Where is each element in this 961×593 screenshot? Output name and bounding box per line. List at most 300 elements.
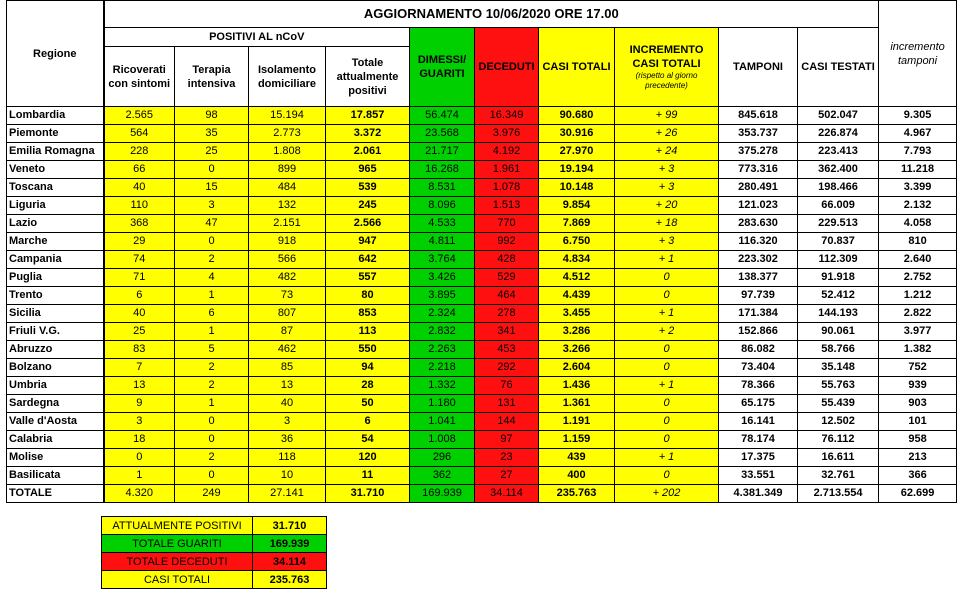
cell-ricoverati: 29 [104, 233, 175, 251]
cell-totale-positivi: 31.710 [326, 485, 410, 503]
cell-casi-totali: 4.834 [539, 251, 615, 269]
cell-casi-totali: 439 [539, 449, 615, 467]
cell-totale-positivi: 642 [326, 251, 410, 269]
table-row [7, 341, 957, 359]
cell-casi-totali: 4.439 [539, 287, 615, 305]
cell-isolamento: 2.773 [249, 125, 326, 143]
cell-deceduti: 428 [475, 251, 539, 269]
cell-tamponi: 353.737 [719, 125, 798, 143]
cell-terapia: 1 [175, 287, 249, 305]
cell-incremento: + 1 [615, 305, 719, 323]
cell-totale-positivi: 6 [326, 413, 410, 431]
cell-dimessi: 23.568 [410, 125, 475, 143]
cell-incremento: + 1 [615, 449, 719, 467]
cell-tamponi: 280.491 [719, 179, 798, 197]
cell-casi-testati: 362.400 [798, 161, 879, 179]
cell-isolamento: 899 [249, 161, 326, 179]
table-row [7, 197, 957, 215]
cell-isolamento: 73 [249, 287, 326, 305]
total-row [7, 485, 957, 503]
cell-dimessi: 3.764 [410, 251, 475, 269]
cell-terapia: 0 [175, 161, 249, 179]
cell-casi-totali: 10.148 [539, 179, 615, 197]
cell-incremento: 0 [615, 467, 719, 485]
cell-dimessi: 2.324 [410, 305, 475, 323]
header-ricoverati: Ricoverati con sintomi [104, 47, 175, 107]
cell-region: Lombardia [7, 107, 104, 125]
cell-region: Trento [7, 287, 104, 305]
cell-incremento-tamponi: 7.793 [879, 143, 957, 161]
cell-casi-totali: 3.286 [539, 323, 615, 341]
cell-tamponi: 73.404 [719, 359, 798, 377]
cell-region: Campania [7, 251, 104, 269]
cell-dimessi: 8.531 [410, 179, 475, 197]
cell-terapia: 0 [175, 233, 249, 251]
cell-totale-positivi: 17.857 [326, 107, 410, 125]
cell-ricoverati: 6 [104, 287, 175, 305]
cell-incremento: 0 [615, 359, 719, 377]
table-row [7, 449, 957, 467]
cell-deceduti: 27 [475, 467, 539, 485]
cell-totale-positivi: 113 [326, 323, 410, 341]
cell-tamponi: 152.866 [719, 323, 798, 341]
cell-casi-testati: 198.466 [798, 179, 879, 197]
cell-totale-positivi: 94 [326, 359, 410, 377]
cell-casi-testati: 55.439 [798, 395, 879, 413]
cell-isolamento: 13 [249, 377, 326, 395]
cell-incremento: + 26 [615, 125, 719, 143]
cell-ricoverati: 110 [104, 197, 175, 215]
cell-region: Basilicata [7, 467, 104, 485]
cell-incremento: 0 [615, 287, 719, 305]
cell-incremento-tamponi: 3.399 [879, 179, 957, 197]
header-incremento-label: INCREMENTO CASI TOTALI [629, 44, 704, 70]
cell-casi-testati: 76.112 [798, 431, 879, 449]
cell-tamponi: 375.278 [719, 143, 798, 161]
cell-terapia: 15 [175, 179, 249, 197]
cell-totale-positivi: 853 [326, 305, 410, 323]
cell-tamponi: 16.141 [719, 413, 798, 431]
cell-dimessi: 2.218 [410, 359, 475, 377]
cell-ricoverati: 7 [104, 359, 175, 377]
cell-casi-totali: 1.436 [539, 377, 615, 395]
header-terapia: Terapia intensiva [175, 47, 249, 107]
table-row [7, 251, 957, 269]
cell-terapia: 0 [175, 431, 249, 449]
table-row [7, 107, 957, 125]
cell-dimessi: 16.268 [410, 161, 475, 179]
cell-incremento-tamponi: 1.382 [879, 341, 957, 359]
cell-casi-totali: 90.680 [539, 107, 615, 125]
cell-incremento-tamponi: 4.058 [879, 215, 957, 233]
cell-terapia: 6 [175, 305, 249, 323]
cell-incremento: 0 [615, 395, 719, 413]
cell-casi-testati: 226.874 [798, 125, 879, 143]
cell-casi-totali: 4.512 [539, 269, 615, 287]
cell-terapia: 249 [175, 485, 249, 503]
cell-isolamento: 484 [249, 179, 326, 197]
cell-incremento: + 1 [615, 251, 719, 269]
cell-ricoverati: 25 [104, 323, 175, 341]
cell-totale-positivi: 80 [326, 287, 410, 305]
cell-ricoverati: 4.320 [104, 485, 175, 503]
cell-incremento-tamponi: 62.699 [879, 485, 957, 503]
cell-tamponi: 17.375 [719, 449, 798, 467]
cell-totale-positivi: 2.061 [326, 143, 410, 161]
cell-isolamento: 1.808 [249, 143, 326, 161]
cell-casi-testati: 2.713.554 [798, 485, 879, 503]
cell-region: Sardegna [7, 395, 104, 413]
cell-terapia: 2 [175, 449, 249, 467]
header-deceduti: DECEDUTI [475, 28, 539, 107]
cell-deceduti: 4.192 [475, 143, 539, 161]
cell-isolamento: 10 [249, 467, 326, 485]
cell-region: Friuli V.G. [7, 323, 104, 341]
header-incremento-tamponi: incremento tamponi [879, 1, 957, 107]
table-row [7, 377, 957, 395]
summary-row [102, 517, 327, 535]
cell-casi-testati: 16.611 [798, 449, 879, 467]
cell-tamponi: 283.630 [719, 215, 798, 233]
summary-value: 169.939 [253, 535, 327, 553]
cell-deceduti: 464 [475, 287, 539, 305]
cell-incremento-tamponi: 903 [879, 395, 957, 413]
cell-dimessi: 3.426 [410, 269, 475, 287]
cell-casi-totali: 1.191 [539, 413, 615, 431]
cell-incremento: + 2 [615, 323, 719, 341]
cell-deceduti: 3.976 [475, 125, 539, 143]
cell-incremento-tamponi: 11.218 [879, 161, 957, 179]
cell-tamponi: 78.174 [719, 431, 798, 449]
cell-incremento: + 3 [615, 233, 719, 251]
cell-incremento-tamponi: 2.752 [879, 269, 957, 287]
table-row [7, 431, 957, 449]
cell-deceduti: 131 [475, 395, 539, 413]
summary-value: 31.710 [253, 517, 327, 535]
cell-terapia: 5 [175, 341, 249, 359]
cell-incremento: 0 [615, 431, 719, 449]
cell-casi-testati: 58.766 [798, 341, 879, 359]
cell-region: Umbria [7, 377, 104, 395]
cell-totale-positivi: 50 [326, 395, 410, 413]
cell-terapia: 4 [175, 269, 249, 287]
cell-casi-testati: 223.413 [798, 143, 879, 161]
cell-totale-positivi: 947 [326, 233, 410, 251]
cell-incremento-tamponi: 4.967 [879, 125, 957, 143]
cell-terapia: 1 [175, 395, 249, 413]
cell-isolamento: 118 [249, 449, 326, 467]
cell-terapia: 0 [175, 413, 249, 431]
header-incremento-sub: (rispetto al giorno precedente) [635, 71, 698, 90]
cell-ricoverati: 368 [104, 215, 175, 233]
cell-isolamento: 15.194 [249, 107, 326, 125]
cell-region: Toscana [7, 179, 104, 197]
cell-tamponi: 86.082 [719, 341, 798, 359]
cell-incremento: 0 [615, 341, 719, 359]
cell-casi-totali: 9.854 [539, 197, 615, 215]
cell-casi-totali: 6.750 [539, 233, 615, 251]
cell-casi-testati: 66.009 [798, 197, 879, 215]
cell-terapia: 3 [175, 197, 249, 215]
header-dimessi: DIMESSI/ GUARITI [410, 28, 475, 107]
cell-deceduti: 341 [475, 323, 539, 341]
cell-region: Marche [7, 233, 104, 251]
summary-row [102, 553, 327, 571]
cell-terapia: 47 [175, 215, 249, 233]
cell-region: Puglia [7, 269, 104, 287]
cell-ricoverati: 2.565 [104, 107, 175, 125]
table-row [7, 143, 957, 161]
cell-isolamento: 40 [249, 395, 326, 413]
summary-label: TOTALE DECEDUTI [102, 553, 253, 571]
cell-dimessi: 1.041 [410, 413, 475, 431]
cell-region: Emilia Romagna [7, 143, 104, 161]
summary-row [102, 535, 327, 553]
cell-deceduti: 23 [475, 449, 539, 467]
cell-ricoverati: 228 [104, 143, 175, 161]
cell-isolamento: 36 [249, 431, 326, 449]
cell-deceduti: 97 [475, 431, 539, 449]
cell-ricoverati: 0 [104, 449, 175, 467]
cell-incremento-tamponi: 2.640 [879, 251, 957, 269]
cell-terapia: 98 [175, 107, 249, 125]
cell-dimessi: 1.008 [410, 431, 475, 449]
cell-dimessi: 362 [410, 467, 475, 485]
cell-deceduti: 529 [475, 269, 539, 287]
cell-region: Veneto [7, 161, 104, 179]
cell-casi-testati: 52.412 [798, 287, 879, 305]
header-isolamento: Isolamento domiciliare [249, 47, 326, 107]
cell-incremento: + 3 [615, 179, 719, 197]
cell-terapia: 2 [175, 251, 249, 269]
summary-row [102, 571, 327, 589]
cell-isolamento: 87 [249, 323, 326, 341]
cell-region: Liguria [7, 197, 104, 215]
cell-incremento: + 24 [615, 143, 719, 161]
cell-incremento-tamponi: 958 [879, 431, 957, 449]
cell-tamponi: 171.384 [719, 305, 798, 323]
header-tamponi: TAMPONI [719, 28, 798, 107]
cell-casi-testati: 35.148 [798, 359, 879, 377]
cell-casi-totali: 30.916 [539, 125, 615, 143]
header-incremento [615, 28, 719, 107]
cell-incremento-tamponi: 213 [879, 449, 957, 467]
cell-ricoverati: 71 [104, 269, 175, 287]
table-row [7, 359, 957, 377]
cell-incremento-tamponi: 9.305 [879, 107, 957, 125]
cell-incremento-tamponi: 752 [879, 359, 957, 377]
cell-incremento-tamponi: 101 [879, 413, 957, 431]
cell-region: Valle d'Aosta [7, 413, 104, 431]
cell-casi-totali: 235.763 [539, 485, 615, 503]
cell-casi-testati: 112.309 [798, 251, 879, 269]
cell-incremento: + 3 [615, 161, 719, 179]
cell-region: Lazio [7, 215, 104, 233]
cell-deceduti: 992 [475, 233, 539, 251]
cell-tamponi: 138.377 [719, 269, 798, 287]
cell-tamponi: 845.618 [719, 107, 798, 125]
cell-casi-testati: 32.761 [798, 467, 879, 485]
cell-region: Piemonte [7, 125, 104, 143]
table-row [7, 125, 957, 143]
cell-dimessi: 4.533 [410, 215, 475, 233]
table-row [7, 215, 957, 233]
cell-casi-totali: 3.266 [539, 341, 615, 359]
cell-deceduti: 770 [475, 215, 539, 233]
table-row [7, 305, 957, 323]
cell-terapia: 35 [175, 125, 249, 143]
page-title: AGGIORNAMENTO 10/06/2020 ORE 17.00 [104, 1, 879, 28]
cell-totale-positivi: 120 [326, 449, 410, 467]
cell-tamponi: 33.551 [719, 467, 798, 485]
cell-isolamento: 462 [249, 341, 326, 359]
cell-deceduti: 1.961 [475, 161, 539, 179]
cell-isolamento: 27.141 [249, 485, 326, 503]
cell-ricoverati: 13 [104, 377, 175, 395]
cell-isolamento: 132 [249, 197, 326, 215]
summary-label: ATTUALMENTE POSITIVI [102, 517, 253, 535]
cell-ricoverati: 1 [104, 467, 175, 485]
cell-tamponi: 773.316 [719, 161, 798, 179]
cell-dimessi: 4.811 [410, 233, 475, 251]
cell-dimessi: 169.939 [410, 485, 475, 503]
cell-isolamento: 807 [249, 305, 326, 323]
cell-tamponi: 78.366 [719, 377, 798, 395]
cell-ricoverati: 74 [104, 251, 175, 269]
cell-isolamento: 2.151 [249, 215, 326, 233]
table-row [7, 287, 957, 305]
cell-isolamento: 918 [249, 233, 326, 251]
cell-casi-testati: 502.047 [798, 107, 879, 125]
summary-label: TOTALE GUARITI [102, 535, 253, 553]
cell-incremento: 0 [615, 413, 719, 431]
cell-isolamento: 85 [249, 359, 326, 377]
cell-incremento: 0 [615, 269, 719, 287]
cell-incremento: + 20 [615, 197, 719, 215]
cell-incremento-tamponi: 2.132 [879, 197, 957, 215]
cell-dimessi: 3.895 [410, 287, 475, 305]
cell-ricoverati: 3 [104, 413, 175, 431]
cell-totale-positivi: 245 [326, 197, 410, 215]
cell-totale-positivi: 550 [326, 341, 410, 359]
cell-casi-totali: 7.869 [539, 215, 615, 233]
cell-incremento: + 99 [615, 107, 719, 125]
cell-tamponi: 116.320 [719, 233, 798, 251]
cell-casi-testati: 70.837 [798, 233, 879, 251]
table-row [7, 179, 957, 197]
summary-table [101, 516, 327, 589]
cell-deceduti: 16.349 [475, 107, 539, 125]
summary-label: CASI TOTALI [102, 571, 253, 589]
cell-ricoverati: 40 [104, 179, 175, 197]
cell-totale-positivi: 54 [326, 431, 410, 449]
cell-deceduti: 34.114 [475, 485, 539, 503]
cell-tamponi: 223.302 [719, 251, 798, 269]
cell-dimessi: 2.263 [410, 341, 475, 359]
cell-ricoverati: 18 [104, 431, 175, 449]
cell-terapia: 25 [175, 143, 249, 161]
cell-ricoverati: 40 [104, 305, 175, 323]
cell-incremento-tamponi: 2.822 [879, 305, 957, 323]
cell-incremento-tamponi: 3.977 [879, 323, 957, 341]
cell-dimessi: 56.474 [410, 107, 475, 125]
cell-dimessi: 2.832 [410, 323, 475, 341]
cell-casi-testati: 91.918 [798, 269, 879, 287]
cell-casi-totali: 1.361 [539, 395, 615, 413]
cell-ricoverati: 66 [104, 161, 175, 179]
summary-value: 235.763 [253, 571, 327, 589]
cell-deceduti: 453 [475, 341, 539, 359]
cell-terapia: 0 [175, 467, 249, 485]
cell-casi-totali: 27.970 [539, 143, 615, 161]
header-positivi-group: POSITIVI AL nCoV [104, 28, 410, 47]
cell-region: Calabria [7, 431, 104, 449]
cell-region: TOTALE [7, 485, 104, 503]
header-casi-totali: CASI TOTALI [539, 28, 615, 107]
cell-casi-testati: 12.502 [798, 413, 879, 431]
cell-dimessi: 296 [410, 449, 475, 467]
cell-tamponi: 97.739 [719, 287, 798, 305]
cell-isolamento: 566 [249, 251, 326, 269]
table-row [7, 413, 957, 431]
cell-totale-positivi: 28 [326, 377, 410, 395]
cell-isolamento: 3 [249, 413, 326, 431]
cell-totale-positivi: 11 [326, 467, 410, 485]
cell-dimessi: 8.096 [410, 197, 475, 215]
header-regione: Regione [7, 1, 104, 107]
cell-tamponi: 121.023 [719, 197, 798, 215]
cell-totale-positivi: 965 [326, 161, 410, 179]
table-row [7, 269, 957, 287]
cell-casi-testati: 90.061 [798, 323, 879, 341]
cell-casi-totali: 2.604 [539, 359, 615, 377]
cell-totale-positivi: 2.566 [326, 215, 410, 233]
cell-casi-testati: 229.513 [798, 215, 879, 233]
cell-deceduti: 1.513 [475, 197, 539, 215]
cell-deceduti: 76 [475, 377, 539, 395]
cell-terapia: 2 [175, 377, 249, 395]
cell-incremento: + 1 [615, 377, 719, 395]
header-totale-positivi: Totale attualmente positivi [326, 47, 410, 107]
cell-tamponi: 4.381.349 [719, 485, 798, 503]
summary-value: 34.114 [253, 553, 327, 571]
cell-deceduti: 1.078 [475, 179, 539, 197]
cell-casi-totali: 3.455 [539, 305, 615, 323]
cell-terapia: 2 [175, 359, 249, 377]
cell-deceduti: 144 [475, 413, 539, 431]
cell-region: Bolzano [7, 359, 104, 377]
cell-ricoverati: 83 [104, 341, 175, 359]
cell-totale-positivi: 557 [326, 269, 410, 287]
cell-incremento: + 202 [615, 485, 719, 503]
table-row [7, 323, 957, 341]
cell-casi-totali: 1.159 [539, 431, 615, 449]
cell-incremento-tamponi: 366 [879, 467, 957, 485]
cell-casi-testati: 55.763 [798, 377, 879, 395]
cell-incremento-tamponi: 810 [879, 233, 957, 251]
header-casi-testati: CASI TESTATI [798, 28, 879, 107]
cell-dimessi: 21.717 [410, 143, 475, 161]
cell-deceduti: 278 [475, 305, 539, 323]
cell-isolamento: 482 [249, 269, 326, 287]
cell-totale-positivi: 3.372 [326, 125, 410, 143]
cell-casi-totali: 400 [539, 467, 615, 485]
table-row [7, 161, 957, 179]
cell-incremento-tamponi: 939 [879, 377, 957, 395]
cell-ricoverati: 9 [104, 395, 175, 413]
covid-data-table [6, 0, 957, 503]
table-row [7, 233, 957, 251]
